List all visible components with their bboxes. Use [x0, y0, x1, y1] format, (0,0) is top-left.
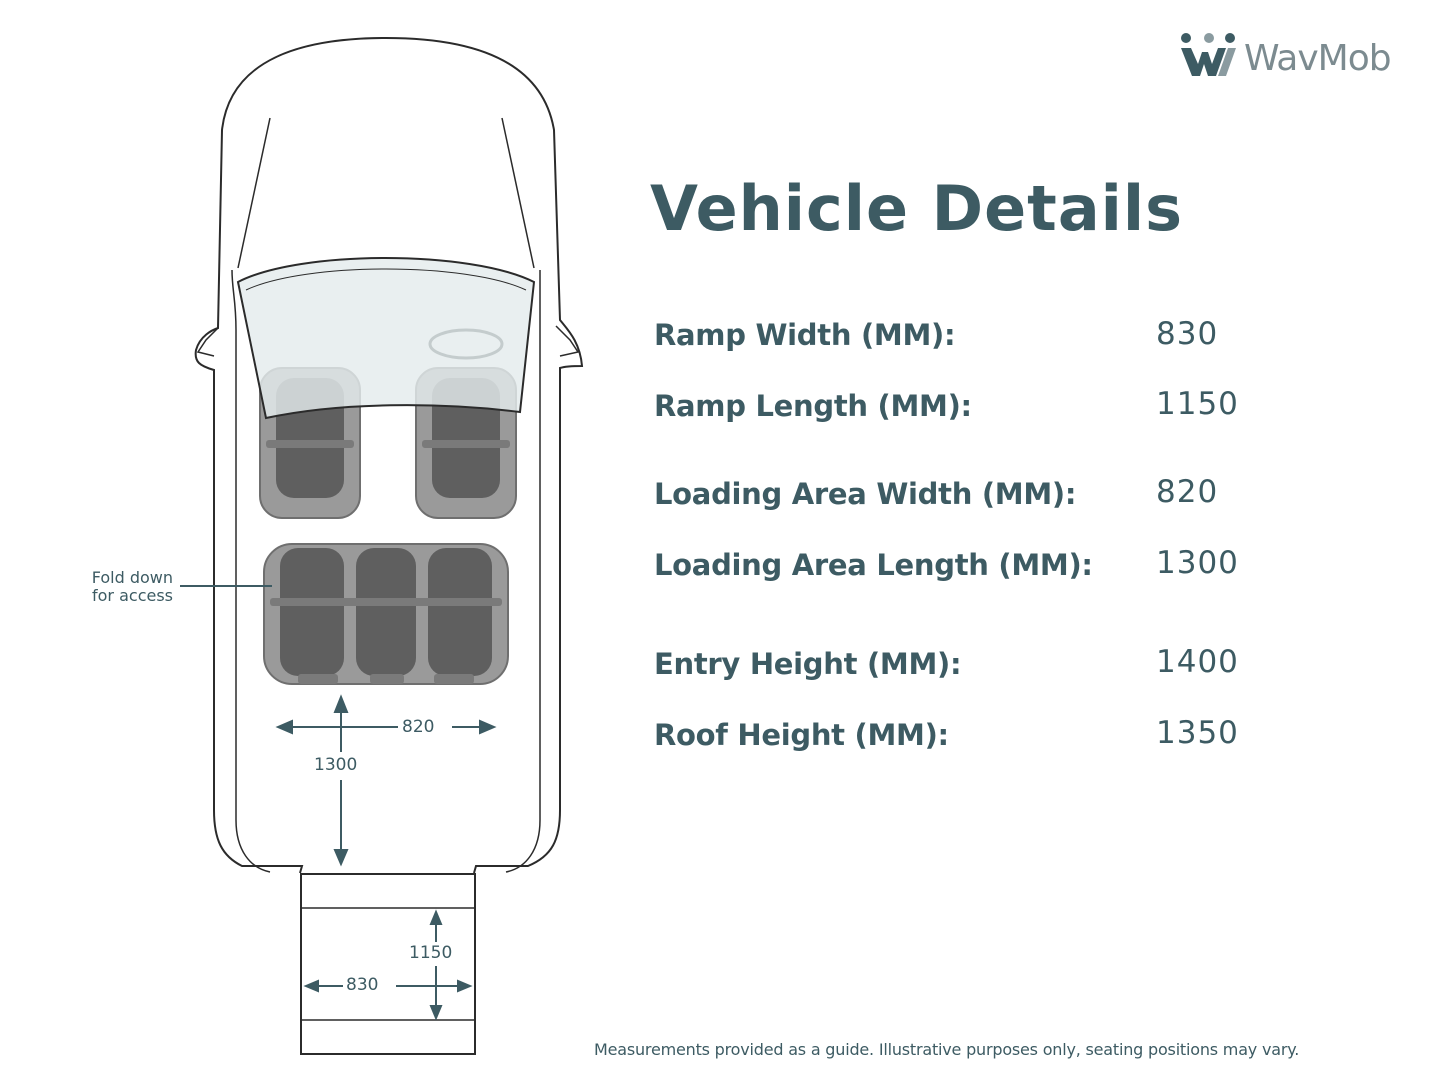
vehicle-top-view-diagram: [0, 0, 600, 1080]
loading-area-dimension-arrows: [278, 697, 494, 864]
brand-logo: [1178, 30, 1423, 90]
spec-label-roof-height: Roof Height (MM):: [654, 718, 949, 752]
spec-value-ramp-width: 830: [1156, 316, 1219, 352]
bonnet-line-left: [238, 118, 270, 268]
ramp: [301, 874, 475, 1054]
spec-label-ramp-width: Ramp Width (MM):: [654, 318, 956, 352]
spec-value-entry-height: 1400: [1156, 644, 1239, 680]
loading-width-dimension-label: 820: [399, 717, 437, 737]
fold-down-note: [60, 569, 173, 605]
spec-label-loading-area-width: Loading Area Width (MM):: [654, 477, 1077, 511]
spec-label-entry-height: Entry Height (MM):: [654, 647, 962, 681]
windshield: [238, 258, 534, 418]
ramp-width-dimension-label: 830: [343, 975, 381, 995]
rear-bench-seat: [264, 544, 508, 684]
spec-value-ramp-length: 1150: [1156, 386, 1239, 422]
brand-name: WavMob: [1244, 38, 1391, 79]
fold-note-line2: for access: [92, 586, 173, 605]
ramp-length-dimension-label: 1150: [406, 943, 455, 963]
bonnet-line-right: [502, 118, 534, 268]
car-body-outline: [196, 38, 582, 873]
page-title: Vehicle Details: [650, 172, 1184, 245]
spec-label-loading-area-length: Loading Area Length (MM):: [654, 548, 1093, 582]
footer-disclaimer: Measurements provided as a guide. Illustrative purposes only, seating positions may vary.: [594, 1040, 1300, 1059]
wavmob-logo-icon: [1178, 30, 1240, 82]
spec-label-ramp-length: Ramp Length (MM):: [654, 389, 972, 423]
spec-value-loading-area-width: 820: [1156, 474, 1219, 510]
spec-value-roof-height: 1350: [1156, 715, 1239, 751]
loading-length-dimension-label: 1300: [311, 755, 360, 775]
fold-note-line1: Fold down: [91, 568, 173, 587]
spec-value-loading-area-length: 1300: [1156, 545, 1239, 581]
